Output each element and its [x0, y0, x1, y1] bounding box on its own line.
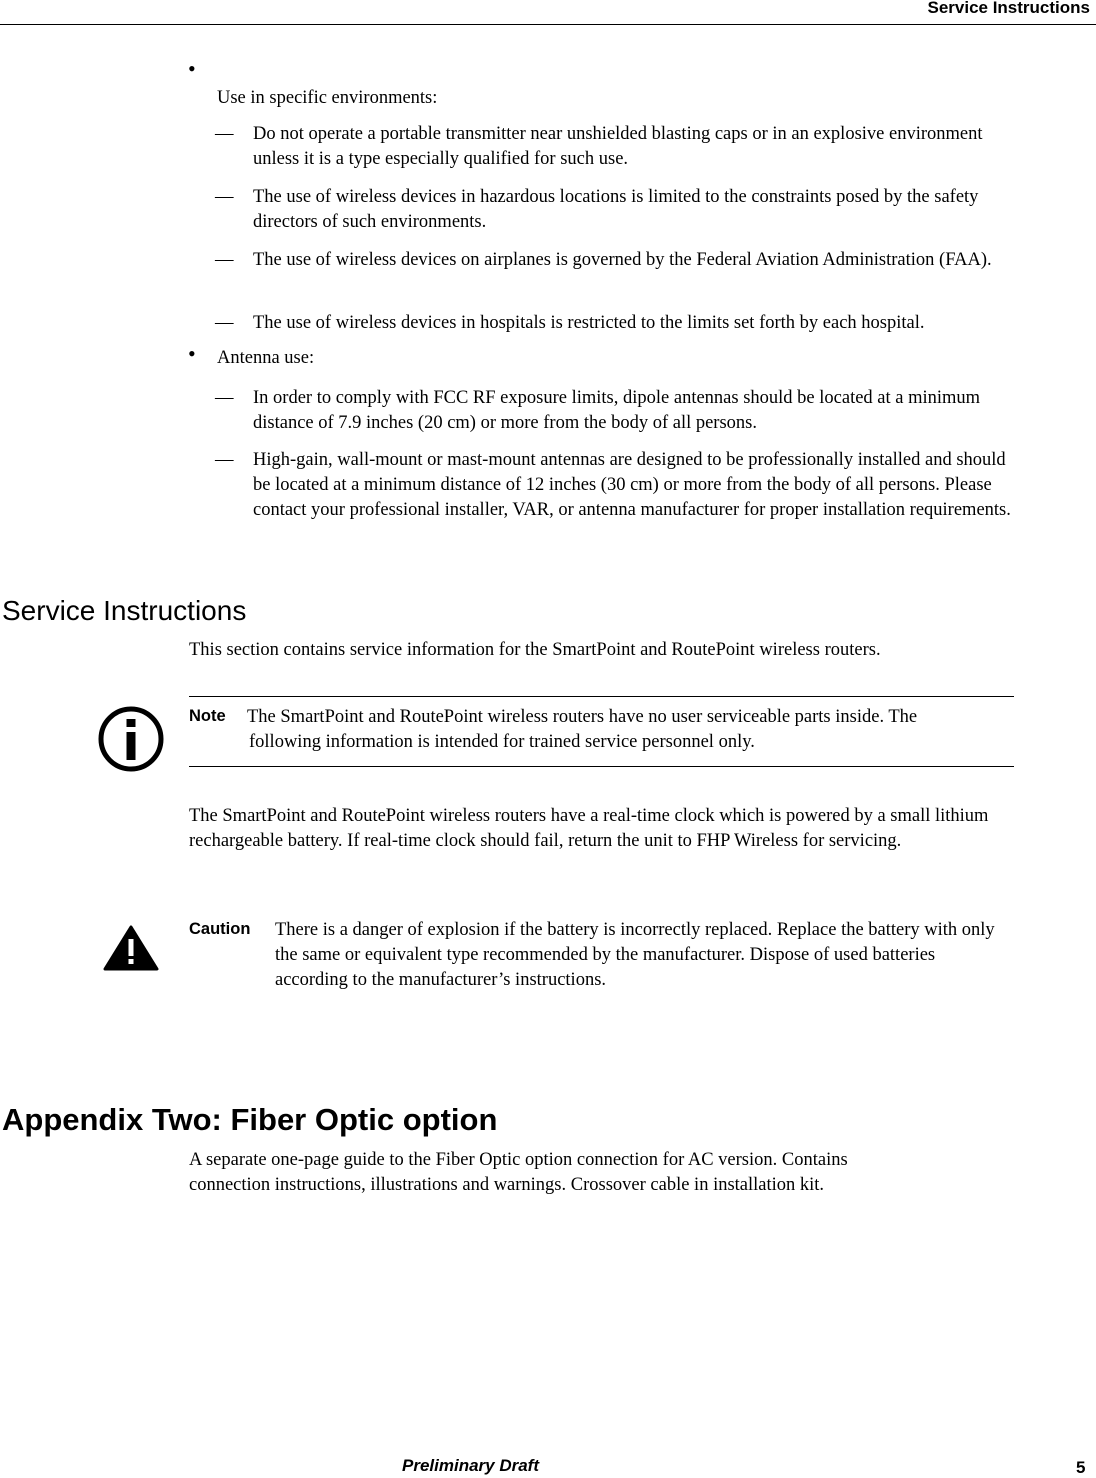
- caution-text-line: There is a danger of explosion if the battery is incorrectly replaced. Replace the battery with only: [275, 920, 995, 940]
- dash-marker: —: [215, 313, 234, 333]
- list-item: The use of wireless devices in hospitals is restricted to the limits set forth by each hospital.: [253, 313, 925, 333]
- appendix-text-line: A separate one-page guide to the Fiber Optic option connection for AC version. Contains: [189, 1150, 848, 1170]
- caution-label: Caution: [189, 920, 251, 938]
- list-item: In order to comply with FCC RF exposure limits, dipole antennas should be located at a minimum distance of 7.9 inches (20 cm) or more from the body of all persons.: [253, 388, 981, 433]
- dash-marker: —: [215, 450, 234, 470]
- note-label: Note: [189, 707, 226, 725]
- bullet-marker: •: [188, 56, 196, 81]
- header-rule: [0, 24, 1096, 25]
- running-header-title: Service Instructions: [927, 0, 1090, 17]
- footer-draft-label: Preliminary Draft: [402, 1456, 539, 1475]
- section-heading: Service Instructions: [2, 595, 247, 626]
- bullet-label: Antenna use:: [217, 348, 315, 368]
- list-item: High-gain, wall-mount or mast-mount antennas are designed to be professionally installed and should be located at a minimum distance of 12 inches (30 cm) or more from the body of all persons. Please contact your professional installer, VAR, or antenna manufacturer for proper installation requirements.: [253, 450, 1011, 520]
- list-item: The use of wireless devices in hazardous locations is limited to the constraints posed by the safety directors of such environments.: [253, 187, 979, 232]
- bullet-label: Use in specific environments:: [217, 88, 438, 108]
- appendix-heading: Appendix Two: Fiber Optic option: [2, 1102, 498, 1137]
- note-bottom-rule: [189, 766, 1014, 767]
- caution-text-line: according to the manufacturer’s instructions.: [275, 970, 607, 990]
- bullet-marker: •: [188, 341, 196, 366]
- dash-marker: —: [215, 388, 234, 408]
- page-number: 5: [1076, 1458, 1086, 1477]
- list-item: Do not operate a portable transmitter near unshielded blasting caps or in an explosive environment unless it is a type especially qualified for such use.: [253, 124, 983, 169]
- note-text-line: The SmartPoint and RoutePoint wireless routers have no user serviceable parts inside. The: [247, 707, 918, 727]
- section-intro: This section contains service information for the SmartPoint and RoutePoint wireless routers.: [189, 640, 881, 660]
- caution-text-line: the same or equivalent type recommended by the manufacturer. Dispose of used batteries: [275, 945, 936, 965]
- appendix-text-line: connection instructions, illustrations and warnings. Crossover cable in installation kit.: [189, 1175, 825, 1195]
- dash-marker: —: [215, 124, 234, 144]
- list-item: The use of wireless devices on airplanes is governed by the Federal Aviation Administration (FAA).: [253, 250, 992, 270]
- dash-marker: —: [215, 250, 234, 270]
- dash-marker: —: [215, 187, 234, 207]
- note-top-rule: [189, 696, 1014, 697]
- info-icon: [97, 705, 165, 773]
- note-text-line: following information is intended for trained service personnel only.: [249, 732, 755, 752]
- warning-triangle-icon: [102, 924, 160, 972]
- clock-paragraph: The SmartPoint and RoutePoint wireless routers have a real-time clock which is powered by a small lithium rechargeable battery. If real-time clock should fail, return the unit to FHP Wireless for servicing.: [189, 806, 989, 851]
